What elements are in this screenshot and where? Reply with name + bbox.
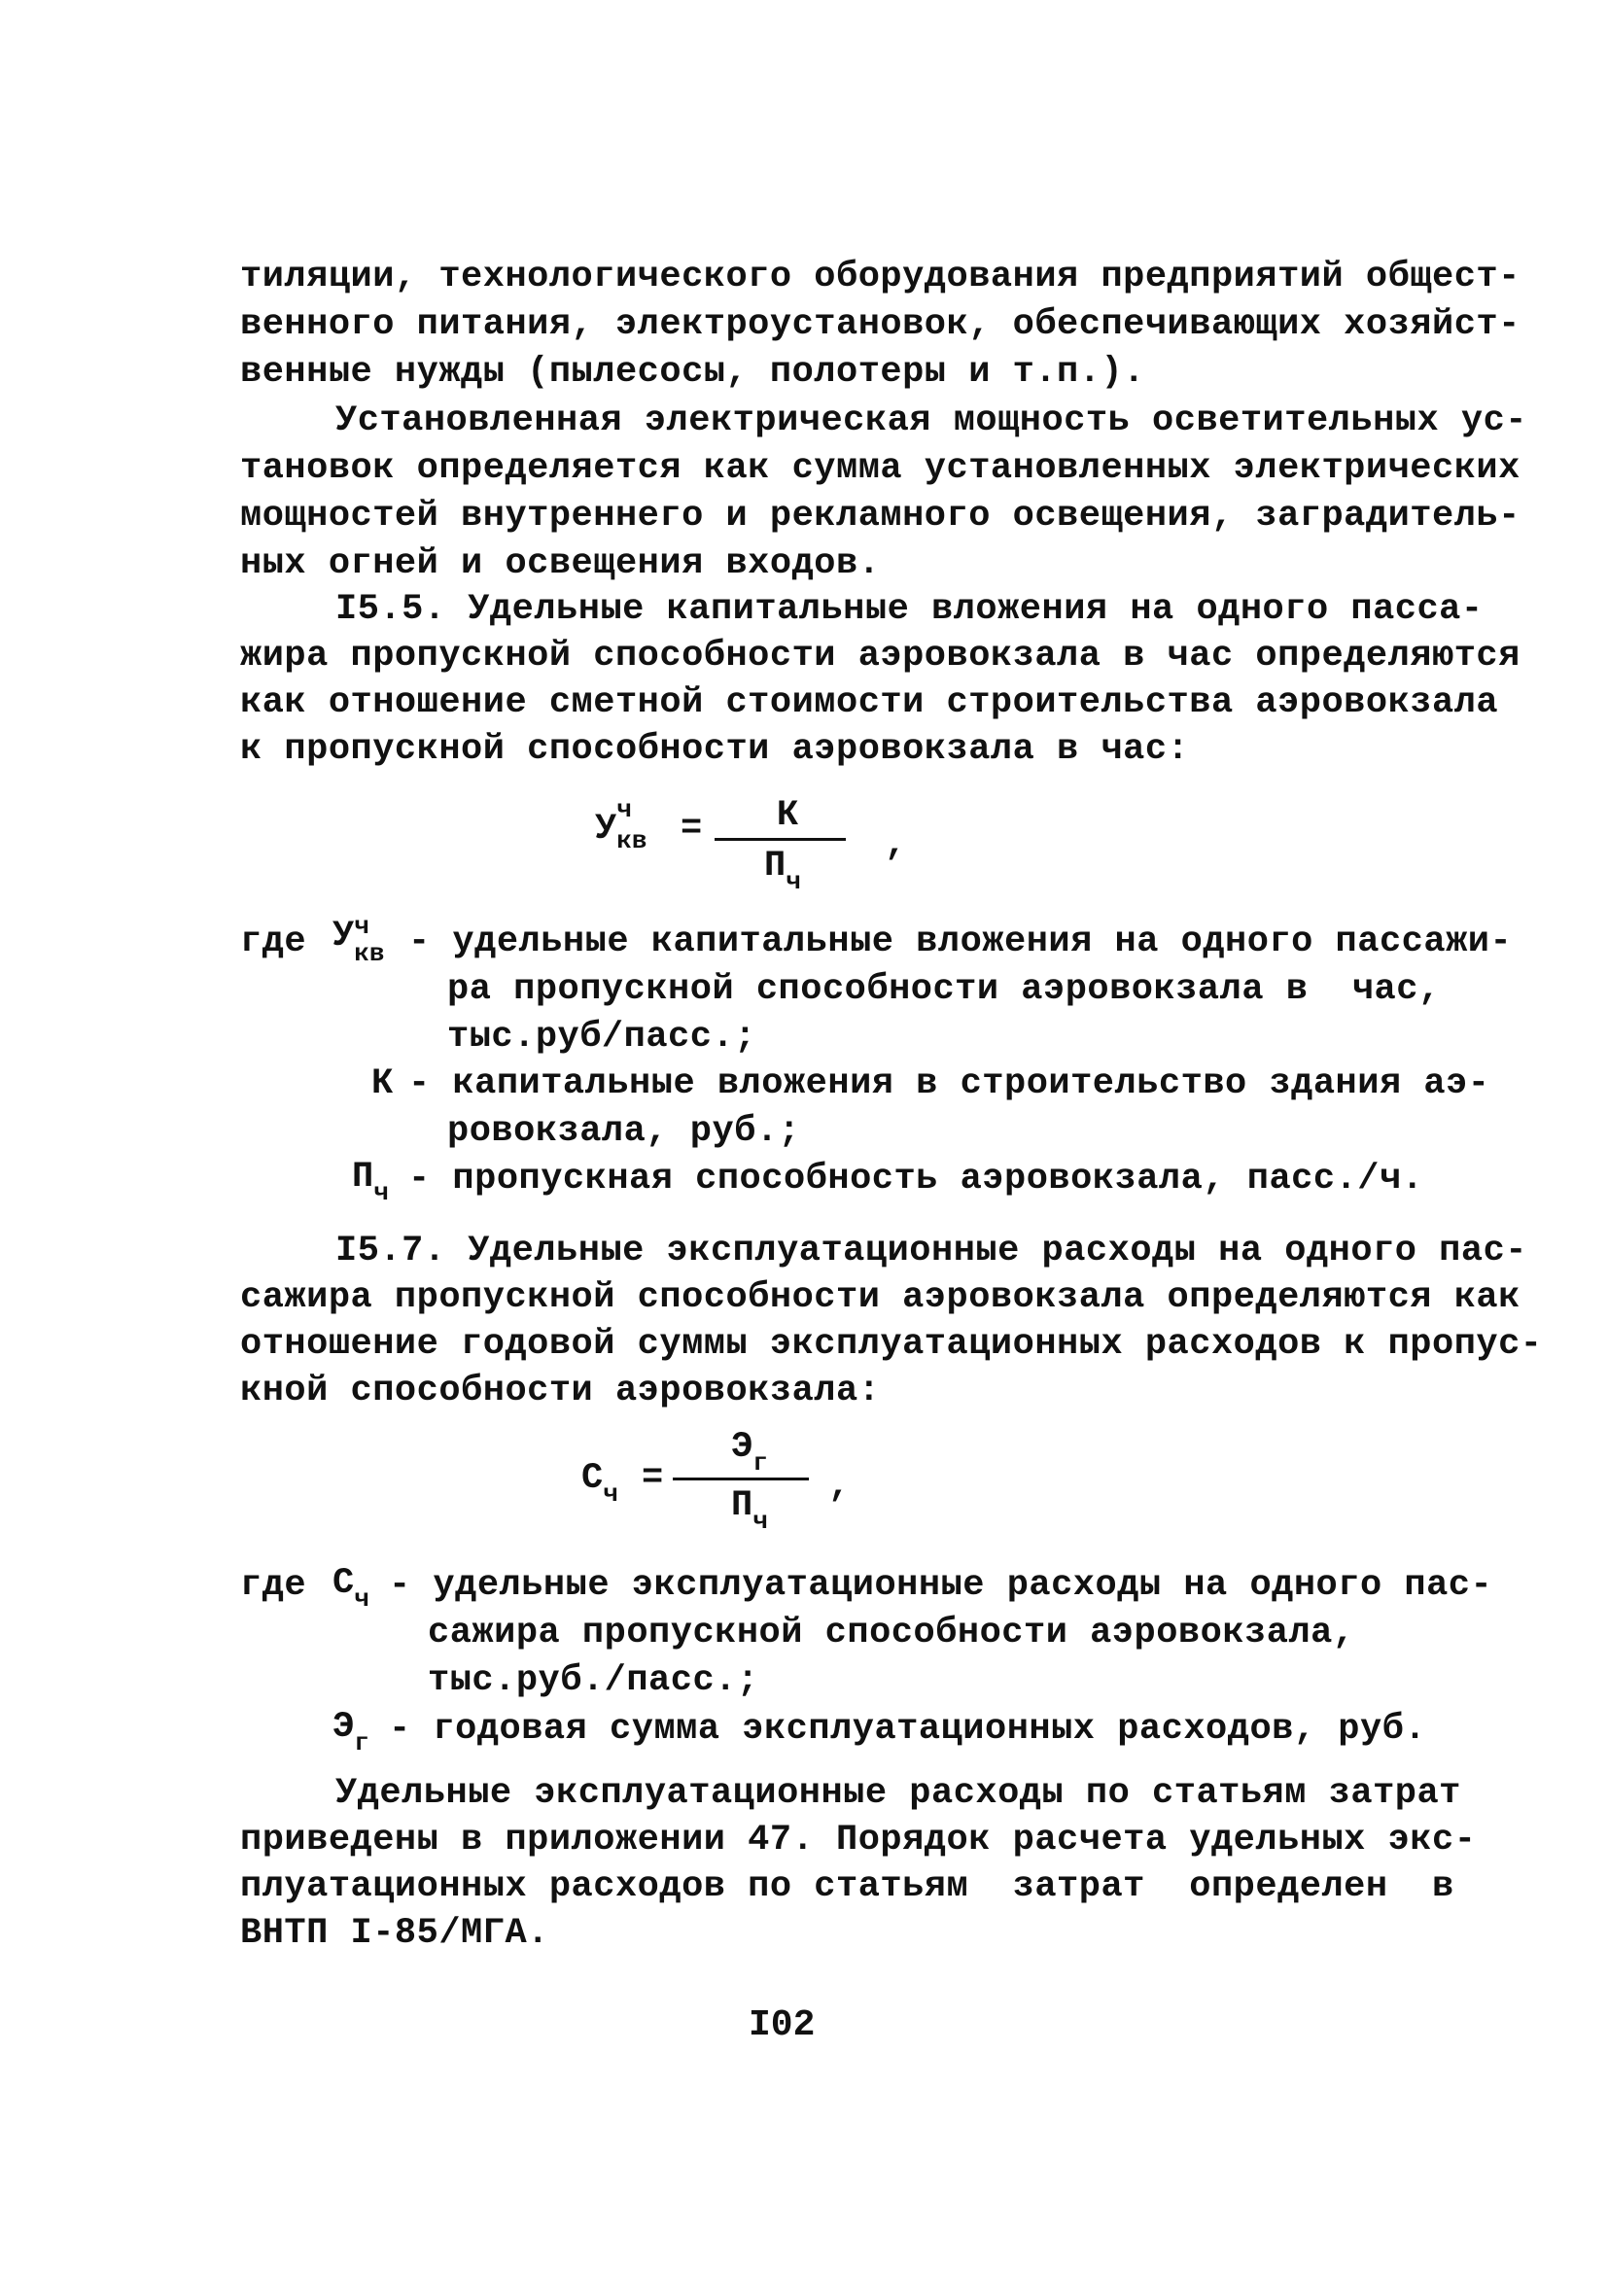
final-paragraph-line-4: ВНТП I-85/МГА. bbox=[240, 1913, 549, 1954]
section155-line-4: к пропускной способности аэровокзала в час: bbox=[240, 729, 1190, 770]
formula2-numerator: $Э_г$ bbox=[731, 1427, 768, 1478]
final-paragraph-line-1: Удельные эксплуатационные расходы по статьям затрат bbox=[335, 1773, 1461, 1814]
paragraph1-line-1: тиляции, технологического оборудования предприятий общест- bbox=[240, 257, 1521, 297]
where1-item1-line-2: ра пропускной способности аэровокзала в час, bbox=[447, 969, 1441, 1010]
section157-line-3: отношение годовой суммы эксплуатационных расходов к пропус- bbox=[240, 1324, 1543, 1365]
where1-item3-line-1: - пропускная способность аэровокзала, пасс./ч. bbox=[408, 1159, 1424, 1200]
where1-item2-line-2: ровокзала, руб.; bbox=[447, 1111, 801, 1152]
formula1-comma: , bbox=[885, 824, 907, 865]
formula1 bbox=[595, 795, 655, 855]
section157-line-1: I5.7. Удельные эксплуатационные расходы на одного пас- bbox=[335, 1231, 1527, 1271]
where2-item2-symbol: $Э_г$ bbox=[332, 1707, 369, 1757]
section155-line-3: как отношение сметной стоимости строительства аэровокзала bbox=[240, 682, 1499, 723]
section155-line-2: жира пропускной способности аэровокзала в час определяются bbox=[240, 636, 1521, 677]
formula2-lhs: $С_ч$ bbox=[581, 1458, 618, 1509]
formula2-lhs-sub: ч bbox=[603, 1479, 618, 1509]
where2-item1-line-1: - удельные эксплуатационные расходы на одного пас- bbox=[389, 1565, 1493, 1606]
paragraph2-line-3: мощностей внутреннего и рекламного освещения, заградитель- bbox=[240, 496, 1521, 537]
section155-line-1: I5.5. Удельные капитальные вложения на одного пасса- bbox=[335, 589, 1484, 630]
paragraph1-line-3: венные нужды (пылесосы, полотеры и т.п.). bbox=[240, 352, 1145, 393]
where1-item1-line-3: тыс.руб/пасс.; bbox=[447, 1017, 756, 1058]
formula2-denominator-sub: ч bbox=[752, 1507, 768, 1536]
formula1-numerator: К bbox=[776, 795, 799, 836]
formula1-denominator-sub: ч bbox=[786, 867, 801, 896]
where1-word: где bbox=[240, 922, 307, 962]
page-number: I02 bbox=[749, 2004, 816, 2046]
paragraph2-line-2: тановок определяется как сумма установленных электрических bbox=[240, 448, 1521, 489]
formula1-denominator: $П_ч$ bbox=[764, 846, 801, 896]
where2-word: где bbox=[240, 1565, 307, 1606]
formula2-comma: , bbox=[828, 1466, 851, 1507]
formula1-fraction-bar bbox=[715, 838, 846, 841]
where1-item1-symbol: У ч кв bbox=[332, 912, 385, 968]
paragraph2-line-4: ных огней и освещения входов. bbox=[240, 543, 881, 584]
where2-item1-line-2: сажира пропускной способности аэровокзала, bbox=[428, 1613, 1355, 1653]
formula2-numerator-sub: г bbox=[752, 1448, 768, 1478]
where1-item2-line-1: - капитальные вложения в строительство здания аэ- bbox=[408, 1063, 1490, 1104]
where2-item2-line-1: - годовая сумма эксплуатационных расходов, руб. bbox=[389, 1709, 1427, 1750]
paragraph2-line-1: Установленная электрическая мощность осветительных ус- bbox=[335, 400, 1527, 441]
section157-line-4: кной способности аэровокзала: bbox=[240, 1371, 881, 1411]
where1-item2-symbol: К bbox=[371, 1063, 394, 1104]
formula2-denominator: $П_ч$ bbox=[731, 1485, 768, 1536]
where1-item3-symbol: $П_ч$ bbox=[352, 1157, 389, 1207]
formula2-equals: = bbox=[642, 1458, 664, 1499]
final-paragraph-line-3: плуатационных расходов по статьям затрат определен в bbox=[240, 1866, 1454, 1907]
where2-item1-symbol: $С_ч$ bbox=[332, 1563, 369, 1614]
formula1-lhs-sup: ч bbox=[616, 795, 632, 824]
where2-item1-line-3: тыс.руб./пасс.; bbox=[428, 1660, 759, 1701]
formula2-fraction-bar bbox=[673, 1478, 809, 1480]
final-paragraph-line-2: приведены в приложении 47. Порядок расчета удельных экс- bbox=[240, 1820, 1477, 1861]
formula1-lhs: У bbox=[595, 809, 617, 850]
paragraph1-line-2: венного питания, электроустановок, обеспечивающих хозяйст- bbox=[240, 304, 1521, 345]
formula1-lhs-sub: кв bbox=[616, 826, 647, 855]
where1-item1-line-1: - удельные капитальные вложения на одного пассажи- bbox=[408, 922, 1513, 962]
formula1-equals: = bbox=[681, 809, 703, 850]
section157-line-2: сажира пропускной способности аэровокзала определяются как bbox=[240, 1277, 1521, 1318]
